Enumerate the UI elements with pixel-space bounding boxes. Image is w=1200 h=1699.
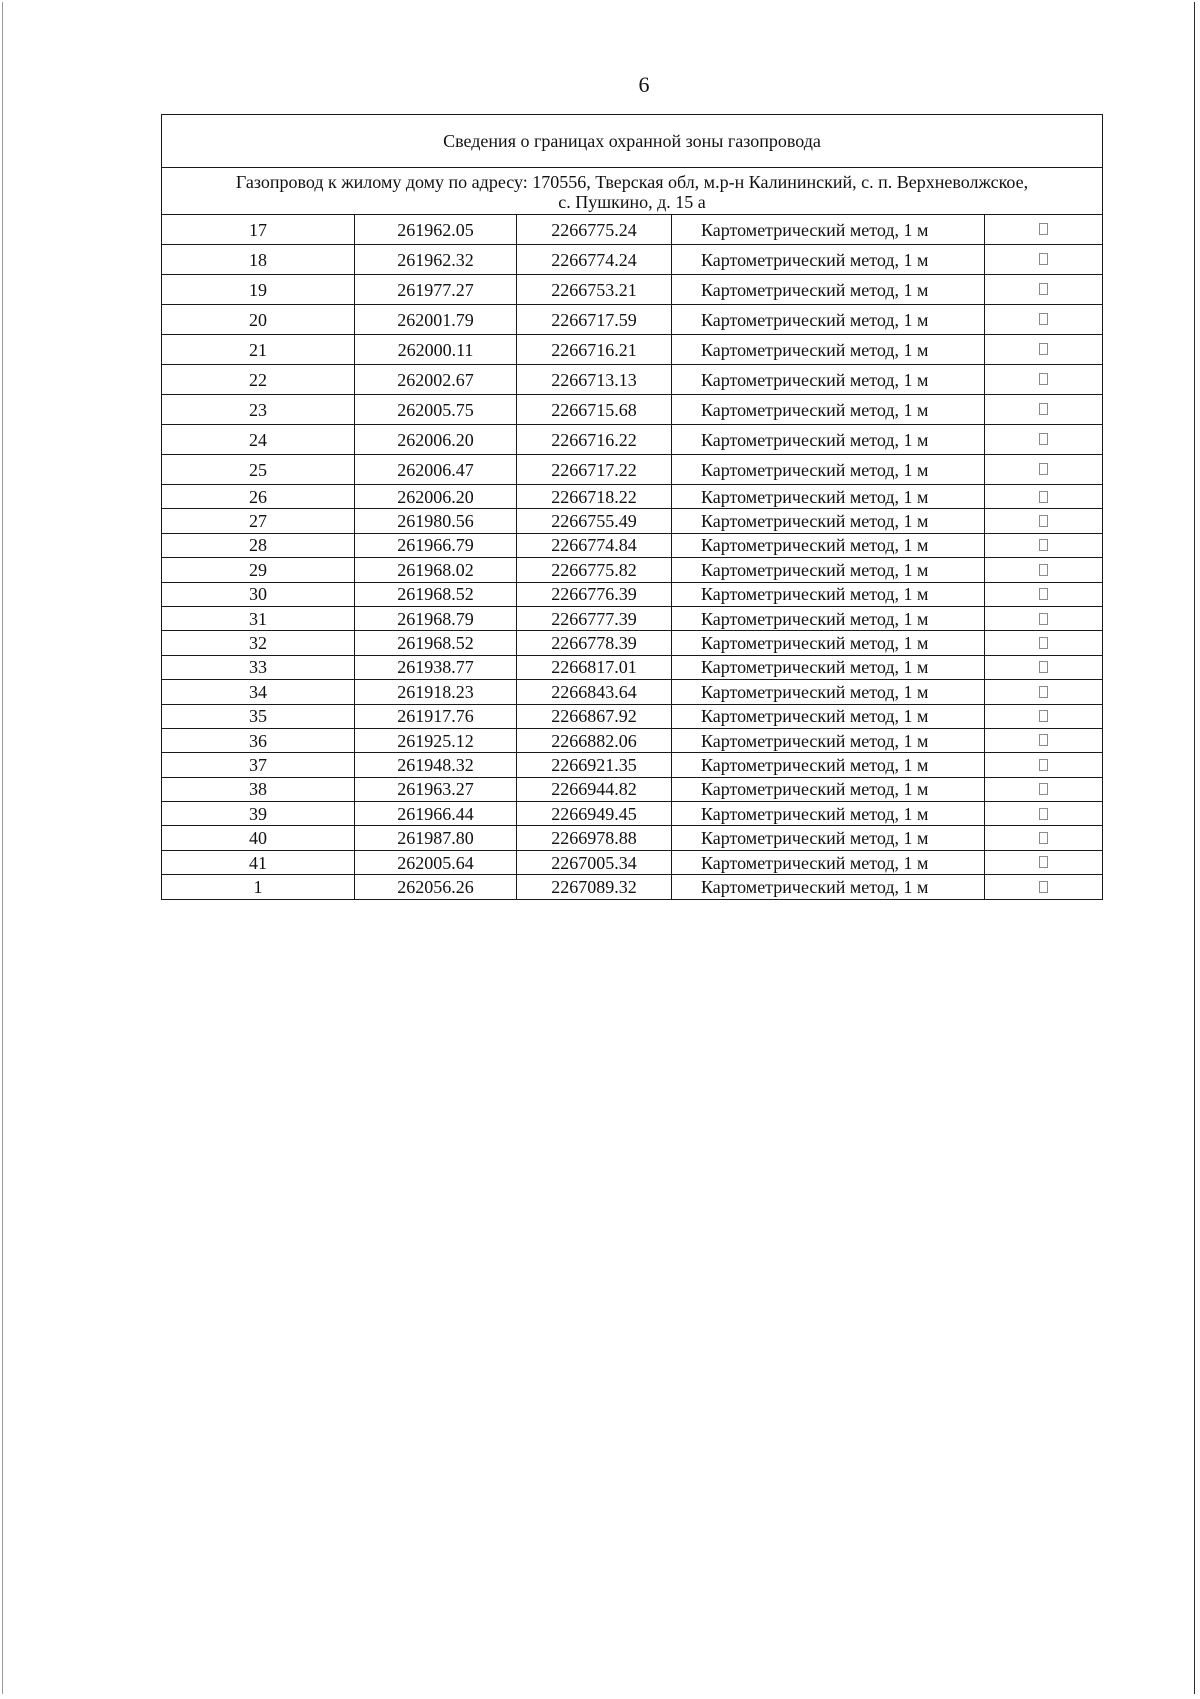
mark-cell (985, 850, 1103, 874)
mark-cell (985, 395, 1103, 425)
page-number: 6 (638, 72, 650, 97)
table-row (162, 631, 1103, 655)
coordinate-x-cell: 261963.27 (355, 777, 517, 801)
method-cell: Картометрический метод, 1 м (672, 728, 985, 752)
point-number-cell: 30 (162, 582, 355, 606)
coordinate-x-cell: 261962.05 (355, 215, 517, 245)
point-number-cell: 29 (162, 558, 355, 582)
mark-cell (985, 728, 1103, 752)
method-cell: Картометрический метод, 1 м (672, 533, 985, 557)
missing-glyph-icon (1039, 710, 1048, 722)
mark-cell (985, 245, 1103, 275)
method-cell: Картометрический метод, 1 м (672, 826, 985, 850)
point-number-cell: 18 (162, 245, 355, 275)
missing-glyph-icon (1039, 881, 1048, 893)
coordinate-x-cell: 261962.32 (355, 245, 517, 275)
table-row (162, 455, 1103, 485)
missing-glyph-icon (1039, 313, 1048, 325)
method-cell: Картометрический метод, 1 м (672, 558, 985, 582)
coordinate-x-cell: 262001.79 (355, 305, 517, 335)
method-cell: Картометрический метод, 1 м (672, 305, 985, 335)
coordinate-x-cell: 261968.52 (355, 631, 517, 655)
mark-cell (985, 335, 1103, 365)
missing-glyph-icon (1039, 637, 1048, 649)
mark-cell (985, 875, 1103, 899)
table-subtitle-row (162, 168, 1103, 215)
coordinate-y-cell: 2266753.21 (517, 275, 672, 305)
coordinate-y-cell: 2266718.22 (517, 485, 672, 509)
coordinate-x-cell: 262000.11 (355, 335, 517, 365)
method-cell: Картометрический метод, 1 м (672, 425, 985, 455)
coordinate-y-cell: 2266944.82 (517, 777, 672, 801)
coordinate-x-cell: 261925.12 (355, 728, 517, 752)
boundary-coordinates-table (161, 114, 1103, 900)
method-cell: Картометрический метод, 1 м (672, 582, 985, 606)
coordinate-y-cell: 2266716.22 (517, 425, 672, 455)
mark-cell (985, 558, 1103, 582)
coordinate-y-cell: 2266921.35 (517, 753, 672, 777)
point-number-cell: 27 (162, 509, 355, 533)
coordinate-x-cell: 261980.56 (355, 509, 517, 533)
coordinate-x-cell: 261917.76 (355, 704, 517, 728)
table-subtitle (162, 168, 1103, 215)
coordinate-y-cell: 2266755.49 (517, 509, 672, 533)
missing-glyph-icon (1039, 539, 1048, 551)
method-cell: Картометрический метод, 1 м (672, 395, 985, 425)
table-row (162, 582, 1103, 606)
missing-glyph-icon (1039, 433, 1048, 445)
point-number-cell: 34 (162, 680, 355, 704)
missing-glyph-icon (1039, 783, 1048, 795)
coordinate-x-cell: 261968.79 (355, 606, 517, 630)
missing-glyph-icon (1039, 832, 1048, 844)
mark-cell (985, 753, 1103, 777)
point-number-cell: 36 (162, 728, 355, 752)
table-row (162, 753, 1103, 777)
table-row (162, 245, 1103, 275)
mark-cell (985, 425, 1103, 455)
table-row (162, 850, 1103, 874)
point-number-cell: 39 (162, 802, 355, 826)
method-cell: Картометрический метод, 1 м (672, 680, 985, 704)
coordinate-y-cell: 2266774.24 (517, 245, 672, 275)
table-row (162, 275, 1103, 305)
coordinate-x-cell: 262006.47 (355, 455, 517, 485)
coordinate-y-cell: 2266843.64 (517, 680, 672, 704)
method-cell: Картометрический метод, 1 м (672, 777, 985, 801)
mark-cell (985, 275, 1103, 305)
coordinate-y-cell: 2266949.45 (517, 802, 672, 826)
method-cell: Картометрический метод, 1 м (672, 245, 985, 275)
mark-cell (985, 533, 1103, 557)
point-number-cell: 33 (162, 655, 355, 679)
missing-glyph-icon (1039, 856, 1048, 868)
coordinate-x-cell: 262005.75 (355, 395, 517, 425)
method-cell: Картометрический метод, 1 м (672, 753, 985, 777)
table-row (162, 533, 1103, 557)
mark-cell (985, 305, 1103, 335)
missing-glyph-icon (1039, 661, 1048, 673)
method-cell: Картометрический метод, 1 м (672, 275, 985, 305)
coordinate-x-cell: 262006.20 (355, 425, 517, 455)
mark-cell (985, 365, 1103, 395)
method-cell: Картометрический метод, 1 м (672, 875, 985, 899)
table-row (162, 485, 1103, 509)
point-number-cell: 25 (162, 455, 355, 485)
missing-glyph-icon (1039, 564, 1048, 576)
point-number-cell: 24 (162, 425, 355, 455)
missing-glyph-icon (1039, 403, 1048, 415)
mark-cell (985, 455, 1103, 485)
table-row (162, 875, 1103, 899)
table-row (162, 305, 1103, 335)
coordinate-x-cell: 262002.67 (355, 365, 517, 395)
coordinate-y-cell: 2266882.06 (517, 728, 672, 752)
coordinate-y-cell: 2266716.21 (517, 335, 672, 365)
mark-cell (985, 704, 1103, 728)
point-number-cell: 19 (162, 275, 355, 305)
table-row (162, 558, 1103, 582)
method-cell: Картометрический метод, 1 м (672, 485, 985, 509)
table-row (162, 704, 1103, 728)
table-row (162, 395, 1103, 425)
point-number-cell: 20 (162, 305, 355, 335)
method-cell: Картометрический метод, 1 м (672, 655, 985, 679)
method-cell: Картометрический метод, 1 м (672, 704, 985, 728)
point-number-cell: 26 (162, 485, 355, 509)
method-cell: Картометрический метод, 1 м (672, 631, 985, 655)
point-number-cell: 31 (162, 606, 355, 630)
coordinate-x-cell: 262005.64 (355, 850, 517, 874)
missing-glyph-icon (1039, 515, 1048, 527)
coordinate-x-cell: 262006.20 (355, 485, 517, 509)
coordinate-y-cell: 2266978.88 (517, 826, 672, 850)
point-number-cell: 38 (162, 777, 355, 801)
method-cell: Картометрический метод, 1 м (672, 455, 985, 485)
point-number-cell: 35 (162, 704, 355, 728)
point-number-cell: 22 (162, 365, 355, 395)
coordinate-x-cell: 261966.44 (355, 802, 517, 826)
coordinate-x-cell: 261948.32 (355, 753, 517, 777)
table-row (162, 606, 1103, 630)
mark-cell (985, 680, 1103, 704)
method-cell: Картометрический метод, 1 м (672, 365, 985, 395)
coordinate-y-cell: 2266775.24 (517, 215, 672, 245)
point-number-cell: 28 (162, 533, 355, 557)
table-row (162, 655, 1103, 679)
missing-glyph-icon (1039, 686, 1048, 698)
missing-glyph-icon (1039, 491, 1048, 503)
table-row (162, 509, 1103, 533)
mark-cell (985, 802, 1103, 826)
method-cell: Картометрический метод, 1 м (672, 606, 985, 630)
coordinate-y-cell: 2266717.59 (517, 305, 672, 335)
coordinate-x-cell: 262056.26 (355, 875, 517, 899)
missing-glyph-icon (1039, 373, 1048, 385)
missing-glyph-icon (1039, 463, 1048, 475)
point-number-cell: 41 (162, 850, 355, 874)
missing-glyph-icon (1039, 223, 1048, 235)
missing-glyph-icon (1039, 588, 1048, 600)
missing-glyph-icon (1039, 759, 1048, 771)
table-row (162, 425, 1103, 455)
method-cell: Картометрический метод, 1 м (672, 850, 985, 874)
table-row (162, 335, 1103, 365)
point-number-cell: 17 (162, 215, 355, 245)
coordinate-y-cell: 2266774.84 (517, 533, 672, 557)
coordinate-x-cell: 261918.23 (355, 680, 517, 704)
mark-cell (985, 606, 1103, 630)
coordinate-x-cell: 261966.79 (355, 533, 517, 557)
mark-cell (985, 777, 1103, 801)
table-row (162, 728, 1103, 752)
point-number-cell: 32 (162, 631, 355, 655)
table-row (162, 215, 1103, 245)
subtitle-line-1: Газопровод к жилому дому по адресу: 170556, Тверская обл, м.р-н Калининский, с. п. Верхневолжское, (235, 172, 1029, 192)
coordinate-x-cell: 261987.80 (355, 826, 517, 850)
table-row (162, 802, 1103, 826)
missing-glyph-icon (1039, 613, 1048, 625)
method-cell: Картометрический метод, 1 м (672, 802, 985, 826)
table-title-row (162, 115, 1103, 168)
missing-glyph-icon (1039, 808, 1048, 820)
coordinate-y-cell: 2266867.92 (517, 704, 672, 728)
mark-cell (985, 509, 1103, 533)
missing-glyph-icon (1039, 734, 1048, 746)
method-cell: Картометрический метод, 1 м (672, 509, 985, 533)
table-row (162, 826, 1103, 850)
coordinate-y-cell: 2267089.32 (517, 875, 672, 899)
mark-cell (985, 215, 1103, 245)
coordinate-y-cell: 2266776.39 (517, 582, 672, 606)
mark-cell (985, 655, 1103, 679)
missing-glyph-icon (1039, 253, 1048, 265)
table-row (162, 365, 1103, 395)
mark-cell (985, 631, 1103, 655)
coordinate-y-cell: 2266775.82 (517, 558, 672, 582)
table-title: Сведения о границах охранной зоны газопровода (162, 115, 1103, 168)
missing-glyph-icon (1039, 283, 1048, 295)
coordinate-y-cell: 2266713.13 (517, 365, 672, 395)
point-number-cell: 37 (162, 753, 355, 777)
mark-cell (985, 826, 1103, 850)
coordinate-y-cell: 2266817.01 (517, 655, 672, 679)
coordinate-y-cell: 2266717.22 (517, 455, 672, 485)
method-cell: Картометрический метод, 1 м (672, 215, 985, 245)
point-number-cell: 1 (162, 875, 355, 899)
point-number-cell: 21 (162, 335, 355, 365)
coordinate-x-cell: 261977.27 (355, 275, 517, 305)
table-row (162, 777, 1103, 801)
coordinate-y-cell: 2266778.39 (517, 631, 672, 655)
table-row (162, 680, 1103, 704)
mark-cell (985, 582, 1103, 606)
coordinate-x-cell: 261968.52 (355, 582, 517, 606)
missing-glyph-icon (1039, 343, 1048, 355)
point-number-cell: 23 (162, 395, 355, 425)
coordinate-x-cell: 261968.02 (355, 558, 517, 582)
coordinate-x-cell: 261938.77 (355, 655, 517, 679)
subtitle-line-2: с. Пушкино, д. 15 а (558, 192, 706, 212)
point-number-cell: 40 (162, 826, 355, 850)
coordinate-y-cell: 2267005.34 (517, 850, 672, 874)
coordinate-y-cell: 2266715.68 (517, 395, 672, 425)
coordinate-y-cell: 2266777.39 (517, 606, 672, 630)
method-cell: Картометрический метод, 1 м (672, 335, 985, 365)
mark-cell (985, 485, 1103, 509)
